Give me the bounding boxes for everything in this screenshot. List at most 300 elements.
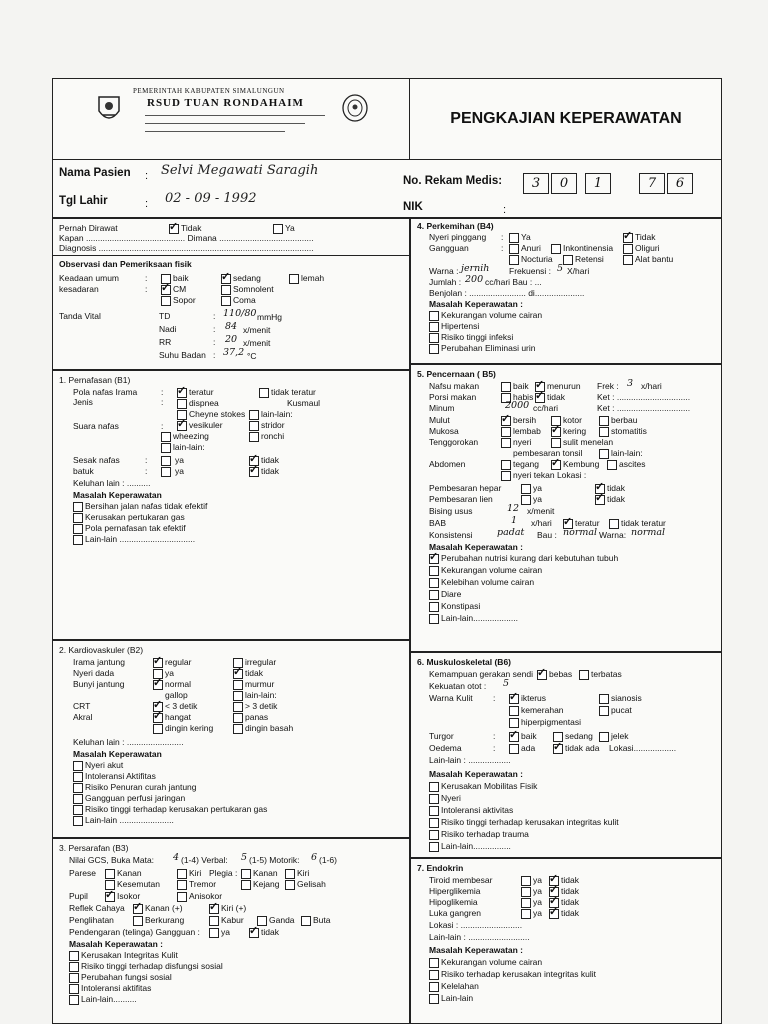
stridor-checkbox[interactable] [249, 421, 259, 431]
bebas-checkbox[interactable] [537, 670, 547, 680]
ganda-checkbox[interactable] [257, 916, 267, 926]
porsi-tidak-checkbox[interactable] [535, 393, 545, 403]
unit-label: X/hari [567, 266, 590, 276]
parese-kiri-checkbox[interactable] [177, 869, 187, 879]
pend-tidak-checkbox[interactable] [249, 928, 259, 938]
option-label: tidak [561, 897, 579, 907]
nafsu-baik-checkbox[interactable] [501, 382, 511, 392]
option-label: Kelebihan volume cairan [441, 577, 535, 587]
colon: : [501, 232, 504, 242]
b3-m1-checkbox[interactable] [69, 951, 79, 961]
minum-value[interactable]: 2000 [505, 400, 530, 411]
suhu-value[interactable]: 37,2 [223, 347, 245, 358]
b5-m2-checkbox[interactable] [429, 566, 439, 576]
pola-nafas-label: Pola nafas Irama [73, 387, 138, 397]
option-label: Perubahan Eliminasi urin [441, 343, 536, 353]
option-label: Nyeri [441, 793, 461, 803]
b7-m3-checkbox[interactable] [429, 982, 439, 992]
bising-value[interactable]: 12 [507, 503, 520, 514]
option-label: menurun [547, 381, 581, 391]
sesak-ya-checkbox[interactable] [161, 456, 171, 466]
keluhan-field[interactable]: Keluhan lain : ........................ [73, 737, 184, 747]
option-label: terbatas [591, 669, 622, 679]
normal-checkbox[interactable] [153, 680, 163, 690]
option-label: tidak [607, 494, 625, 504]
option-label: Berkurang [145, 915, 185, 925]
lokasi-field[interactable]: Lokasi.................. [609, 743, 677, 753]
option-label: vesikuler [189, 420, 223, 430]
option-label: Risiko tinggi infeksi [441, 332, 514, 342]
option-label: ya [165, 668, 174, 678]
b4-m1-checkbox[interactable] [429, 311, 439, 321]
colon: : [145, 198, 149, 210]
option-label: Lain-lain................ [441, 841, 511, 851]
bab-label: BAB [429, 518, 447, 528]
option-label: tidak [245, 668, 263, 678]
rm-digit-box[interactable]: 3 [523, 173, 549, 194]
hipo-ya-checkbox[interactable] [521, 898, 531, 908]
gcs-eye-range: (1-4) Verbal: [181, 855, 228, 865]
hiper-ya-checkbox[interactable] [521, 887, 531, 897]
lien-label: Pembesaran lien [429, 494, 493, 504]
b1-m4-checkbox[interactable] [73, 535, 83, 545]
mulut-label: Mulut [429, 415, 450, 425]
option-label: kemerahan [521, 705, 564, 715]
b4-m2-checkbox[interactable] [429, 322, 439, 332]
b6-m2-checkbox[interactable] [429, 794, 439, 804]
option-label: Anisokor [189, 891, 223, 901]
b6-m3-checkbox[interactable] [429, 806, 439, 816]
bersih-checkbox[interactable] [501, 416, 511, 426]
isokor-checkbox[interactable] [105, 892, 115, 902]
unit-label: x/menit [243, 325, 271, 335]
tgr-nyeri-checkbox[interactable] [501, 438, 511, 448]
dingin-kering-checkbox[interactable] [153, 724, 163, 734]
luka-label: Luka gangren [429, 908, 481, 918]
masalah-title: Masalah Keperawatan : [429, 769, 524, 779]
terbatas-checkbox[interactable] [579, 670, 589, 680]
plegia-label: Plegia : [209, 868, 238, 878]
option-label: CM [173, 284, 187, 294]
option-label: dispnea [189, 398, 219, 408]
warna-value[interactable]: jernih [461, 263, 490, 274]
sesak-label: Sesak nafas [73, 455, 120, 465]
lainlain-checkbox[interactable] [233, 691, 243, 701]
kekuatan-value[interactable]: 5 [503, 678, 510, 689]
option-label: gallop [165, 690, 188, 700]
benjolan-field[interactable]: Benjolan : ........................ di..................... [429, 288, 585, 298]
b1-m1-checkbox[interactable] [73, 502, 83, 512]
divider [411, 651, 721, 653]
kejang-checkbox[interactable] [241, 880, 251, 890]
option-label: Kekurangan volume cairan [441, 957, 543, 967]
b3-m2-checkbox[interactable] [69, 962, 79, 972]
option-label: nyeri tekan Lokasi : [513, 470, 587, 480]
gcs-verbal-value[interactable]: 5 [241, 852, 248, 863]
inkontinensia-checkbox[interactable] [551, 244, 561, 254]
warna-value[interactable]: normal [631, 527, 666, 538]
option-label: tidak teratur [621, 518, 666, 528]
tremor-checkbox[interactable] [177, 880, 187, 890]
rm-digit-box[interactable]: 7 [639, 173, 665, 194]
retensi-checkbox[interactable] [563, 255, 573, 265]
b5-m3-checkbox[interactable] [429, 578, 439, 588]
refleks-kanan-checkbox[interactable] [133, 904, 143, 914]
colon: : [213, 337, 216, 347]
option-label: teratur [575, 518, 600, 528]
option-label: ya [533, 886, 542, 896]
dob-value[interactable]: 02 - 09 - 1992 [165, 191, 257, 206]
option-label: Ya [521, 232, 531, 242]
nocturia-checkbox[interactable] [509, 255, 519, 265]
option-label: tidak teratur [271, 387, 316, 397]
nafsu-label: Nafsu makan [429, 381, 480, 391]
kes-cm-checkbox[interactable] [161, 285, 171, 295]
bab-tidak-teratur-checkbox[interactable] [609, 519, 619, 529]
regular-checkbox[interactable] [153, 658, 163, 668]
colon: : [213, 311, 216, 321]
b5-m1-checkbox[interactable] [429, 554, 439, 564]
hospital-seal-icon [341, 93, 369, 123]
kembung-checkbox[interactable] [551, 460, 561, 470]
b7-m4-checkbox[interactable] [429, 994, 439, 1004]
hepar-ya-checkbox[interactable] [521, 484, 531, 494]
hiperglikemia-label: Hiperglikemia [429, 886, 481, 896]
suara-nafas-label: Suara nafas [73, 421, 119, 431]
kes-somnolent-checkbox[interactable] [221, 285, 231, 295]
option-label: Perubahan nutrisi kurang dari kebutuhan tubuh [441, 553, 619, 563]
nyeri-dada-label: Nyeri dada [73, 668, 115, 678]
option-label: sulit menelan [563, 437, 614, 447]
minum-label: Minum [429, 403, 455, 413]
option-label: hangat [165, 712, 191, 722]
pucat-checkbox[interactable] [599, 706, 609, 716]
colon: : [161, 421, 164, 431]
b3-m5-checkbox[interactable] [69, 995, 79, 1005]
masalah-title: Masalah Keperawatan : [429, 542, 524, 552]
pend-ya-checkbox[interactable] [209, 928, 219, 938]
rm-digit-box[interactable]: 0 [551, 173, 577, 194]
td-value[interactable]: 110/80 [223, 308, 257, 319]
option-label: nyeri [513, 437, 532, 447]
rm-digit-box[interactable]: 6 [667, 173, 693, 194]
option-label: murmur [245, 679, 275, 689]
b2-m3-checkbox[interactable] [73, 783, 83, 793]
berbau-checkbox[interactable] [599, 416, 609, 426]
pupil-label: Pupil [69, 891, 88, 901]
kemerahan-checkbox[interactable] [509, 706, 519, 716]
option-label: > 3 detik [245, 701, 278, 711]
buta-checkbox[interactable] [301, 916, 311, 926]
plegia-kanan-checkbox[interactable] [241, 869, 251, 879]
gt3-checkbox[interactable] [233, 702, 243, 712]
option-label: Nocturia [521, 254, 553, 264]
option-label: Perubahan fungsi sosial [81, 972, 172, 982]
unit-label: cc/hari [533, 403, 559, 413]
divider [53, 639, 409, 641]
divider [53, 217, 721, 219]
b2-m6-checkbox[interactable] [73, 816, 83, 826]
rm-digit-box[interactable]: 1 [585, 173, 611, 194]
option-label: Ya [285, 223, 295, 233]
b6-title: 6. Muskuloskeletal (B6) [417, 657, 512, 667]
option-label: jelek [611, 731, 629, 741]
diagnosis-field[interactable]: Diagnosis ........................................................................................... [59, 243, 314, 253]
b5-m4-checkbox[interactable] [429, 590, 439, 600]
option-label: lain-lain: [173, 442, 205, 452]
panas-checkbox[interactable] [233, 713, 243, 723]
kesadaran-label: kesadaran [59, 284, 99, 294]
option-label: Konstipasi [441, 601, 481, 611]
b3-title: 3. Persarafan (B3) [59, 843, 129, 853]
option-label: Kembung [563, 459, 600, 469]
option-label: sedang [565, 731, 593, 741]
turgor-jelek-checkbox[interactable] [599, 732, 609, 742]
option-label: Kekurangan volume cairan [441, 310, 543, 320]
option-label: < 3 detik [165, 701, 198, 711]
option-label: Sopor [173, 295, 196, 305]
konsistensi-label: Konsistensi [429, 530, 473, 540]
nyeri-tekan-checkbox[interactable] [501, 471, 511, 481]
abdomen-label: Abdomen [429, 459, 466, 469]
option-label: Lain-lain................... [441, 613, 519, 623]
option-label: Kelelahan [441, 981, 479, 991]
kes-coma-checkbox[interactable] [221, 296, 231, 306]
pinggang-ya-checkbox[interactable] [509, 233, 519, 243]
frek-value[interactable]: 3 [627, 378, 634, 389]
nyeri-pinggang-label: Nyeri pinggang [429, 232, 487, 242]
option-label: Lain-lain ....................... [85, 815, 174, 825]
parese-kanan-checkbox[interactable] [105, 869, 115, 879]
gcs-motor-value[interactable]: 6 [311, 852, 318, 863]
regency-emblem-icon [95, 93, 123, 127]
lokasi-field[interactable]: Lokasi : .......................... [429, 920, 523, 930]
option-label: dingin basah [245, 723, 294, 733]
bab-value[interactable]: 1 [511, 515, 518, 526]
option-label: ya [221, 927, 230, 937]
konsistensi-value[interactable]: padat [497, 527, 525, 538]
tidak-teratur-checkbox[interactable] [259, 388, 269, 398]
option-label: lain-lain: [245, 690, 277, 700]
option-label: Gangguan perfusi jaringan [85, 793, 186, 803]
option-label: Gelisah [297, 879, 326, 889]
batuk-ya-checkbox[interactable] [161, 467, 171, 477]
b7-title: 7. Endokrin [417, 863, 464, 873]
option-label: teratur [189, 387, 214, 397]
tgr-lain-checkbox[interactable] [599, 449, 609, 459]
berkurang-checkbox[interactable] [133, 916, 143, 926]
option-label: ronchi [261, 431, 285, 441]
colon: : [145, 170, 149, 182]
patient-name-value[interactable]: Selvi Megawati Saragih [161, 163, 319, 178]
oedema-ada-checkbox[interactable] [509, 744, 519, 754]
hangat-checkbox[interactable] [153, 713, 163, 723]
b7-m1-checkbox[interactable] [429, 958, 439, 968]
option-label: bebas [549, 669, 573, 679]
option-label: Risiko tinggi terhadap kerusakan integritas kulit [441, 817, 619, 827]
jumlah-value[interactable]: 200 [465, 274, 484, 285]
nadi-value[interactable]: 84 [225, 321, 238, 332]
nyeri-tidak-checkbox[interactable] [233, 669, 243, 679]
kering-checkbox[interactable] [551, 427, 561, 437]
frekuensi-value[interactable]: 5 [557, 263, 564, 274]
option-label: Buta [313, 915, 331, 925]
crt-label: CRT [73, 701, 91, 711]
tegang-checkbox[interactable] [501, 460, 511, 470]
option-label: bersih [513, 415, 537, 425]
unit-label: x/hari [641, 381, 662, 391]
jumlah-label: Jumlah : [429, 277, 462, 287]
lainlain-field[interactable]: Lain-lain : .................. [429, 755, 511, 765]
teratur-checkbox[interactable] [177, 388, 187, 398]
pinggang-tidak-checkbox[interactable] [623, 233, 633, 243]
option-label: Risiko Penuran curah jantung [85, 782, 197, 792]
option-label: tegang [513, 459, 539, 469]
b4-m3-checkbox[interactable] [429, 333, 439, 343]
b2-m5-checkbox[interactable] [73, 805, 83, 815]
option-label: tidak [261, 455, 279, 465]
colon: : [145, 466, 148, 476]
option-label: Pola pernafasan tak efektif [85, 523, 186, 533]
b6-m5-checkbox[interactable] [429, 830, 439, 840]
bau-label: Bau : [537, 530, 557, 540]
b6-m4-checkbox[interactable] [429, 818, 439, 828]
ku-sedang-checkbox[interactable] [221, 274, 231, 284]
option-label: baik [173, 273, 189, 283]
turgor-baik-checkbox[interactable] [509, 732, 519, 742]
batuk-tidak-checkbox[interactable] [249, 467, 259, 477]
option-label: tidak [561, 875, 579, 885]
address-line [145, 115, 325, 116]
address-line [145, 131, 285, 132]
kes-sopor-checkbox[interactable] [161, 296, 171, 306]
ket-field[interactable]: Ket : ............................... [597, 403, 691, 413]
b2-m4-checkbox[interactable] [73, 794, 83, 804]
dingin-basah-checkbox[interactable] [233, 724, 243, 734]
ket-field[interactable]: Ket : ............................... [597, 392, 691, 402]
bau-value[interactable]: normal [563, 527, 598, 538]
gangguan-label: Gangguan [429, 243, 469, 253]
nik-label: NIK [403, 201, 423, 213]
b7-m2-checkbox[interactable] [429, 970, 439, 980]
anuri-checkbox[interactable] [509, 244, 519, 254]
sianosis-checkbox[interactable] [599, 694, 609, 704]
alat-bantu-checkbox[interactable] [623, 255, 633, 265]
rr-value[interactable]: 20 [225, 334, 238, 345]
option-label: pembesaran tonsil [513, 448, 583, 458]
dob-label: Tgl Lahir [59, 195, 108, 207]
gelisah-checkbox[interactable] [285, 880, 295, 890]
b2-m2-checkbox[interactable] [73, 772, 83, 782]
plegia-kiri-checkbox[interactable] [285, 869, 295, 879]
option-label: Nyeri akut [85, 760, 124, 770]
b1-m2-checkbox[interactable] [73, 513, 83, 523]
stomatitis-checkbox[interactable] [599, 427, 609, 437]
colon: : [145, 273, 148, 283]
refleks-kiri-checkbox[interactable] [209, 904, 219, 914]
b6-m6-checkbox[interactable] [429, 842, 439, 852]
wheezing-checkbox[interactable] [161, 432, 171, 442]
b3-m3-checkbox[interactable] [69, 973, 79, 983]
batuk-label: batuk [73, 466, 94, 476]
vesikuler-checkbox[interactable] [177, 421, 187, 431]
option-label: ya [175, 466, 184, 476]
anisokor-checkbox[interactable] [177, 892, 187, 902]
td-label: TD [159, 311, 171, 321]
option-label: lemah [301, 273, 325, 283]
b4-m4-checkbox[interactable] [429, 344, 439, 354]
luka-tidak-checkbox[interactable] [549, 909, 559, 919]
kekuatan-label: Kekuatan otot : [429, 681, 487, 691]
option-label: hiperpigmentasi [521, 717, 582, 727]
ikterus-checkbox[interactable] [509, 694, 519, 704]
gcs-verbal-range: (1-5) Motorik: [249, 855, 300, 865]
option-label: Tidak [181, 223, 202, 233]
lembab-checkbox[interactable] [501, 427, 511, 437]
lain2-checkbox[interactable] [161, 443, 171, 453]
ronchi-checkbox[interactable] [249, 432, 259, 442]
unit-label: mmHg [257, 312, 283, 322]
option-label: Kekurangan volume cairan [441, 565, 543, 575]
option-label: Lain-lain ................................ [85, 534, 196, 544]
dispnea-checkbox[interactable] [177, 399, 187, 409]
bunyi-label: Bunyi jantung [73, 679, 125, 689]
option-label: Kiri [297, 868, 310, 878]
murmur-checkbox[interactable] [233, 680, 243, 690]
sulit-menelan-checkbox[interactable] [551, 438, 561, 448]
option-label: kering [563, 426, 587, 436]
hiper-checkbox[interactable] [509, 718, 519, 728]
ascites-checkbox[interactable] [607, 460, 617, 470]
oliguri-checkbox[interactable] [623, 244, 633, 254]
keluhan-field[interactable]: Keluhan lain : .......... [73, 478, 151, 488]
lien-tidak-checkbox[interactable] [595, 495, 605, 505]
tiroid-label: Tiroid membesar [429, 875, 493, 885]
option-label: Lain-lain [441, 993, 474, 1003]
turgor-label: Turgor [429, 731, 454, 741]
option-label: Kanan (+) [145, 903, 183, 913]
kabur-checkbox[interactable] [209, 916, 219, 926]
option-label: baik [521, 731, 537, 741]
option-label: Risiko terhadap trauma [441, 829, 529, 839]
b5-m6-checkbox[interactable] [429, 614, 439, 624]
oedema-tidak-ada-checkbox[interactable] [553, 744, 563, 754]
kapan-field[interactable]: Kapan .......................................... Dimana ........................................ [59, 233, 314, 243]
divider [411, 363, 721, 365]
b2-m1-checkbox[interactable] [73, 761, 83, 771]
b6-m1-checkbox[interactable] [429, 782, 439, 792]
unit-label: cc/hari Bau : ... [485, 277, 542, 287]
gcs-eye-value[interactable]: 4 [173, 852, 180, 863]
tiroid-ya-checkbox[interactable] [521, 876, 531, 886]
option-label: lembab [513, 426, 541, 436]
parese-label: Parese [69, 868, 96, 878]
luka-ya-checkbox[interactable] [521, 909, 531, 919]
lainlain-field[interactable]: Lain-lain : .......................... [429, 932, 530, 942]
option-label: Kerusakan Integritas Kulit [81, 950, 178, 960]
lien-ya-checkbox[interactable] [521, 495, 531, 505]
option-label: Kesemutan [117, 879, 160, 889]
b1-m3-checkbox[interactable] [73, 524, 83, 534]
ku-lemah-checkbox[interactable] [289, 274, 299, 284]
b3-m4-checkbox[interactable] [69, 984, 79, 994]
lainlain-checkbox[interactable] [249, 410, 259, 420]
option-label: lain-lain: [611, 448, 643, 458]
option-label: ya [533, 908, 542, 918]
oedema-label: Oedema [429, 743, 462, 753]
b5-m5-checkbox[interactable] [429, 602, 439, 612]
masalah-title: Masalah Keperawatan : [429, 945, 524, 955]
